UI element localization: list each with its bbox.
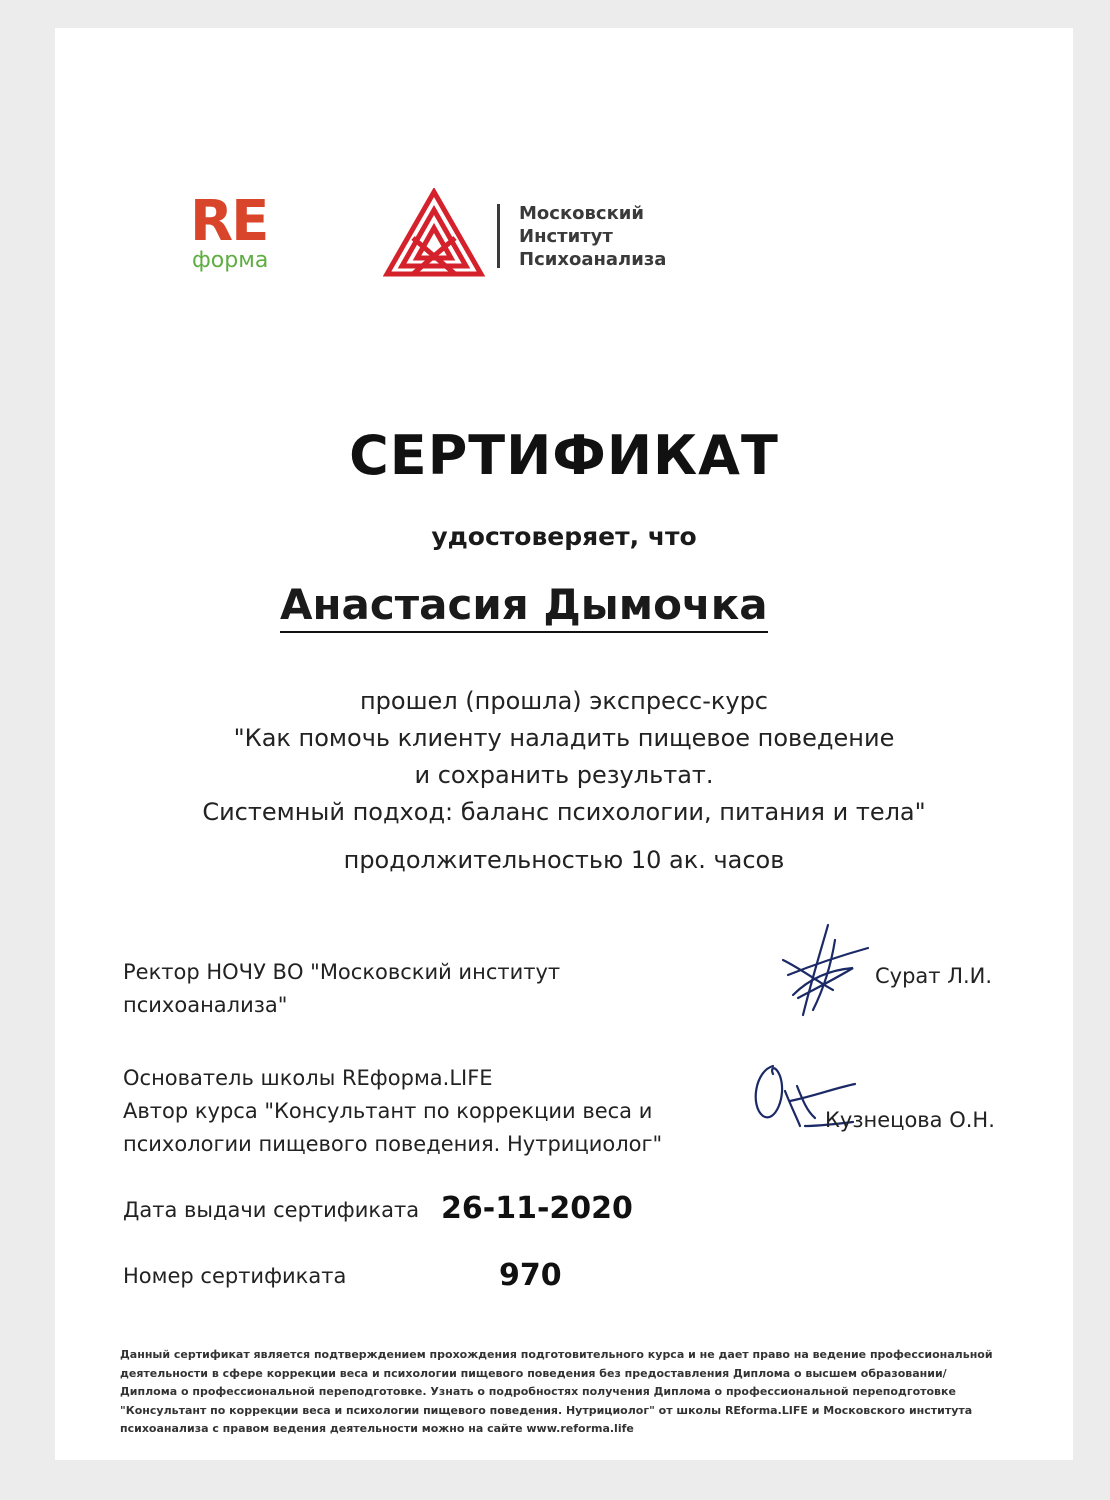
- institute-logo-line-1: Московский: [519, 203, 645, 224]
- issue-date-value: 26-11-2020: [441, 1191, 633, 1226]
- rector-title-line-2: психоанализа": [123, 993, 288, 1017]
- course-duration: продолжительностью 10 ак. часов: [343, 846, 785, 874]
- rector-name: Сурат Л.И.: [875, 964, 993, 988]
- reforma-logo-mark: RE: [190, 189, 268, 254]
- institute-logo-text: [519, 202, 666, 271]
- course-description: [55, 683, 1073, 831]
- disclaimer-line-3: Диплома о профессиональной переподготовке. Узнать о подробностях получения Диплома о профессиональной переподготовке: [120, 1385, 956, 1398]
- institute-logo-divider: [497, 204, 500, 268]
- course-line-3: и сохранить результат.: [414, 761, 714, 789]
- certificate-number-value: 970: [499, 1258, 562, 1293]
- rector-title-line-1: Ректор НОЧУ ВО "Московский институт: [123, 960, 561, 984]
- founder-title-line-1: Основатель школы REформа.LIFE: [123, 1066, 493, 1090]
- reforma-logo: [190, 189, 269, 273]
- disclaimer-line-5: психоанализа с правом ведения деятельности можно на сайте www.reforma.life: [120, 1422, 634, 1435]
- issue-date-label: Дата выдачи сертификата: [123, 1198, 420, 1222]
- institute-logo-line-3: Психоанализа: [519, 249, 667, 270]
- disclaimer-line-1: Данный сертификат является подтверждением прохождения подготовительного курса и не дает право на ведение профессиональной: [120, 1348, 993, 1361]
- course-line-4: Системный подход: баланс психологии, питания и тела": [202, 798, 926, 826]
- reforma-logo-subtitle: форма: [192, 248, 269, 273]
- founder-title: [123, 1062, 662, 1161]
- course-line-2: "Как помочь клиенту наладить пищевое поведение: [233, 724, 895, 752]
- rector-title: [123, 956, 560, 1022]
- course-line-1: прошел (прошла) экспресс-курс: [359, 687, 768, 715]
- certificate-number-label: Номер сертификата: [123, 1264, 347, 1288]
- certificate-title: СЕРТИФИКАТ: [349, 424, 779, 487]
- disclaimer-line-2: деятельности в сфере коррекции веса и психологии пищевого поведения без предоставления Диплома о высшем образовании/: [120, 1366, 947, 1380]
- recipient-name: Анастасия Дымочка: [280, 580, 768, 633]
- certificate-sheet: [55, 28, 1073, 1460]
- rector-signature: [773, 920, 883, 1020]
- certifies-text: удостоверяет, что: [431, 522, 697, 551]
- institute-logo-icon: [383, 188, 485, 280]
- institute-logo-line-2: Институт: [519, 226, 613, 247]
- founder-name: Кузнецова О.Н.: [825, 1108, 995, 1132]
- founder-title-line-3: психологии пищевого поведения. Нутрициолог": [123, 1132, 663, 1156]
- founder-title-line-2: Автор курса "Консультант по коррекции веса и: [123, 1099, 653, 1123]
- disclaimer: [120, 1346, 1040, 1439]
- disclaimer-line-4: "Консультант по коррекции веса и психологии пищевого поведения. Нутрициолог" от школы REforma.LIFE и Московского института: [120, 1403, 973, 1417]
